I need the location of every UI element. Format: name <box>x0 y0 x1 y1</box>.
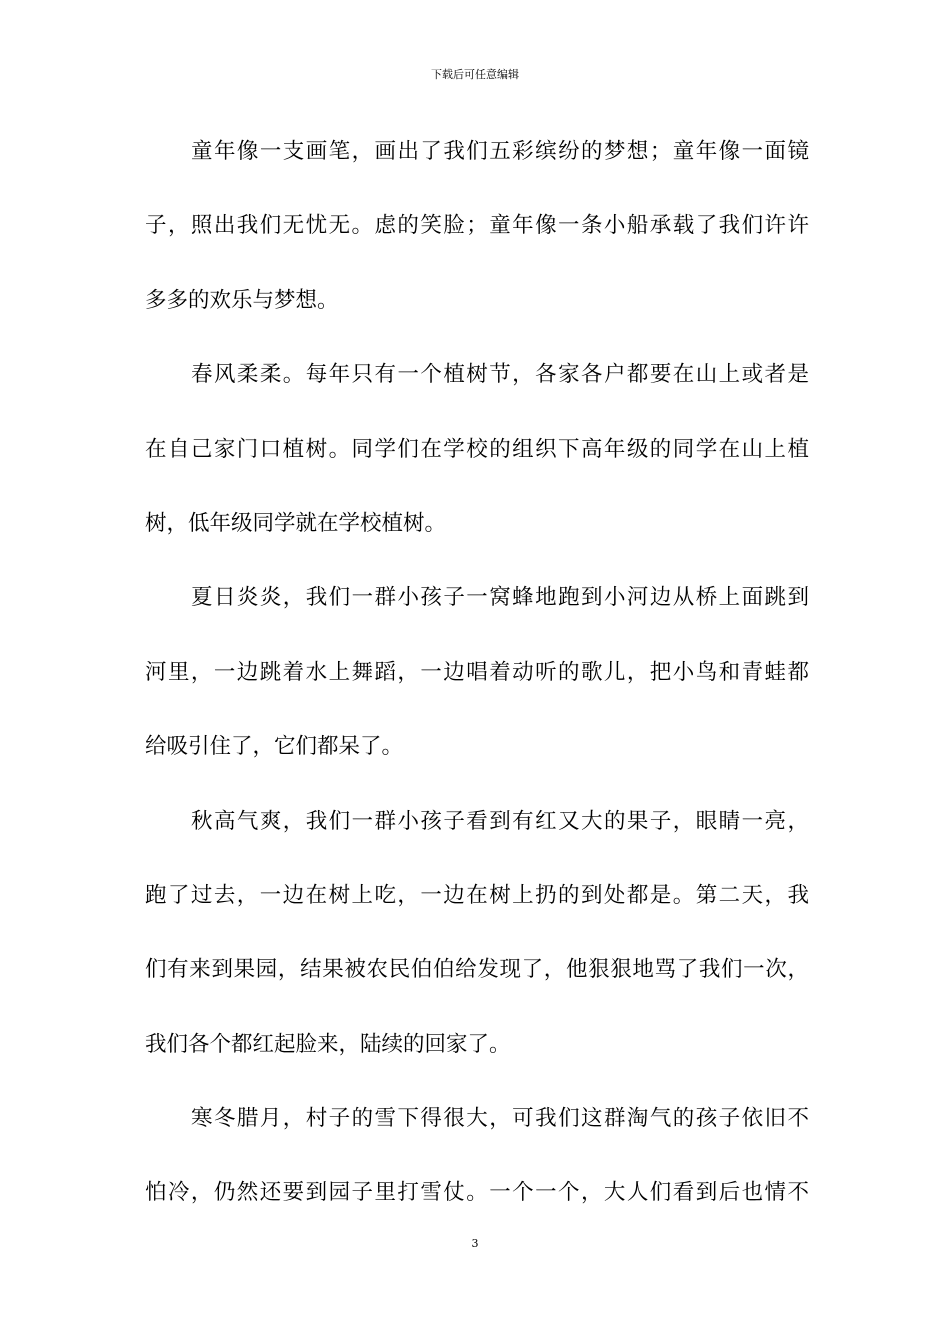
paragraph-line: 童年像一支画笔，画出了我们五彩缤纷的梦想；童年像一面镜 <box>191 139 809 164</box>
document-body <box>145 130 809 1246</box>
paragraph-line: 多多的欢乐与梦想。 <box>145 287 339 313</box>
paragraph-line: 子，照出我们无忧无。虑的笑脸；童年像一条小船承载了我们许许 <box>145 213 809 239</box>
paragraph-line: 寒冬腊月，村子的雪下得很大，可我们这群淘气的孩子依旧不 <box>191 1106 809 1132</box>
paragraph-line: 给吸引住了，它们都呆了。 <box>145 734 404 760</box>
paragraph-line: 夏日炎炎，我们一群小孩子一窝蜂地跑到小河边从桥上面跳到 <box>191 585 809 611</box>
paragraph-line: 怕冷，仍然还要到园子里打雪仗。一个一个，大人们看到后也情不 <box>145 1180 809 1206</box>
paragraph-line: 我们各个都红起脸来，陆续的回家了。 <box>145 1031 511 1057</box>
page-header: 下载后可任意编辑 <box>431 68 519 81</box>
paragraph-line: 们有来到果园，结果被农民伯伯给发现了，他狠狠地骂了我们一次， <box>145 957 809 983</box>
paragraph-line: 跑了过去，一边在树上吃，一边在树上扔的到处都是。第二天，我 <box>145 882 809 908</box>
paragraph-line: 秋高气爽，我们一群小孩子看到有红又大的果子，眼睛一亮， <box>191 808 809 834</box>
paragraph-line: 在自己家门口植树。同学们在学校的组织下高年级的同学在山上植 <box>145 436 809 462</box>
paragraph-line: 春风柔柔。每年只有一个植树节，各家各户都要在山上或者是 <box>191 362 809 388</box>
page-number: 3 <box>471 1237 479 1250</box>
paragraph-line: 河里，一边跳着水上舞蹈，一边唱着动听的歌儿，把小鸟和青蛙都 <box>145 659 809 685</box>
paragraph-line: 树，低年级同学就在学校植树。 <box>145 510 447 536</box>
